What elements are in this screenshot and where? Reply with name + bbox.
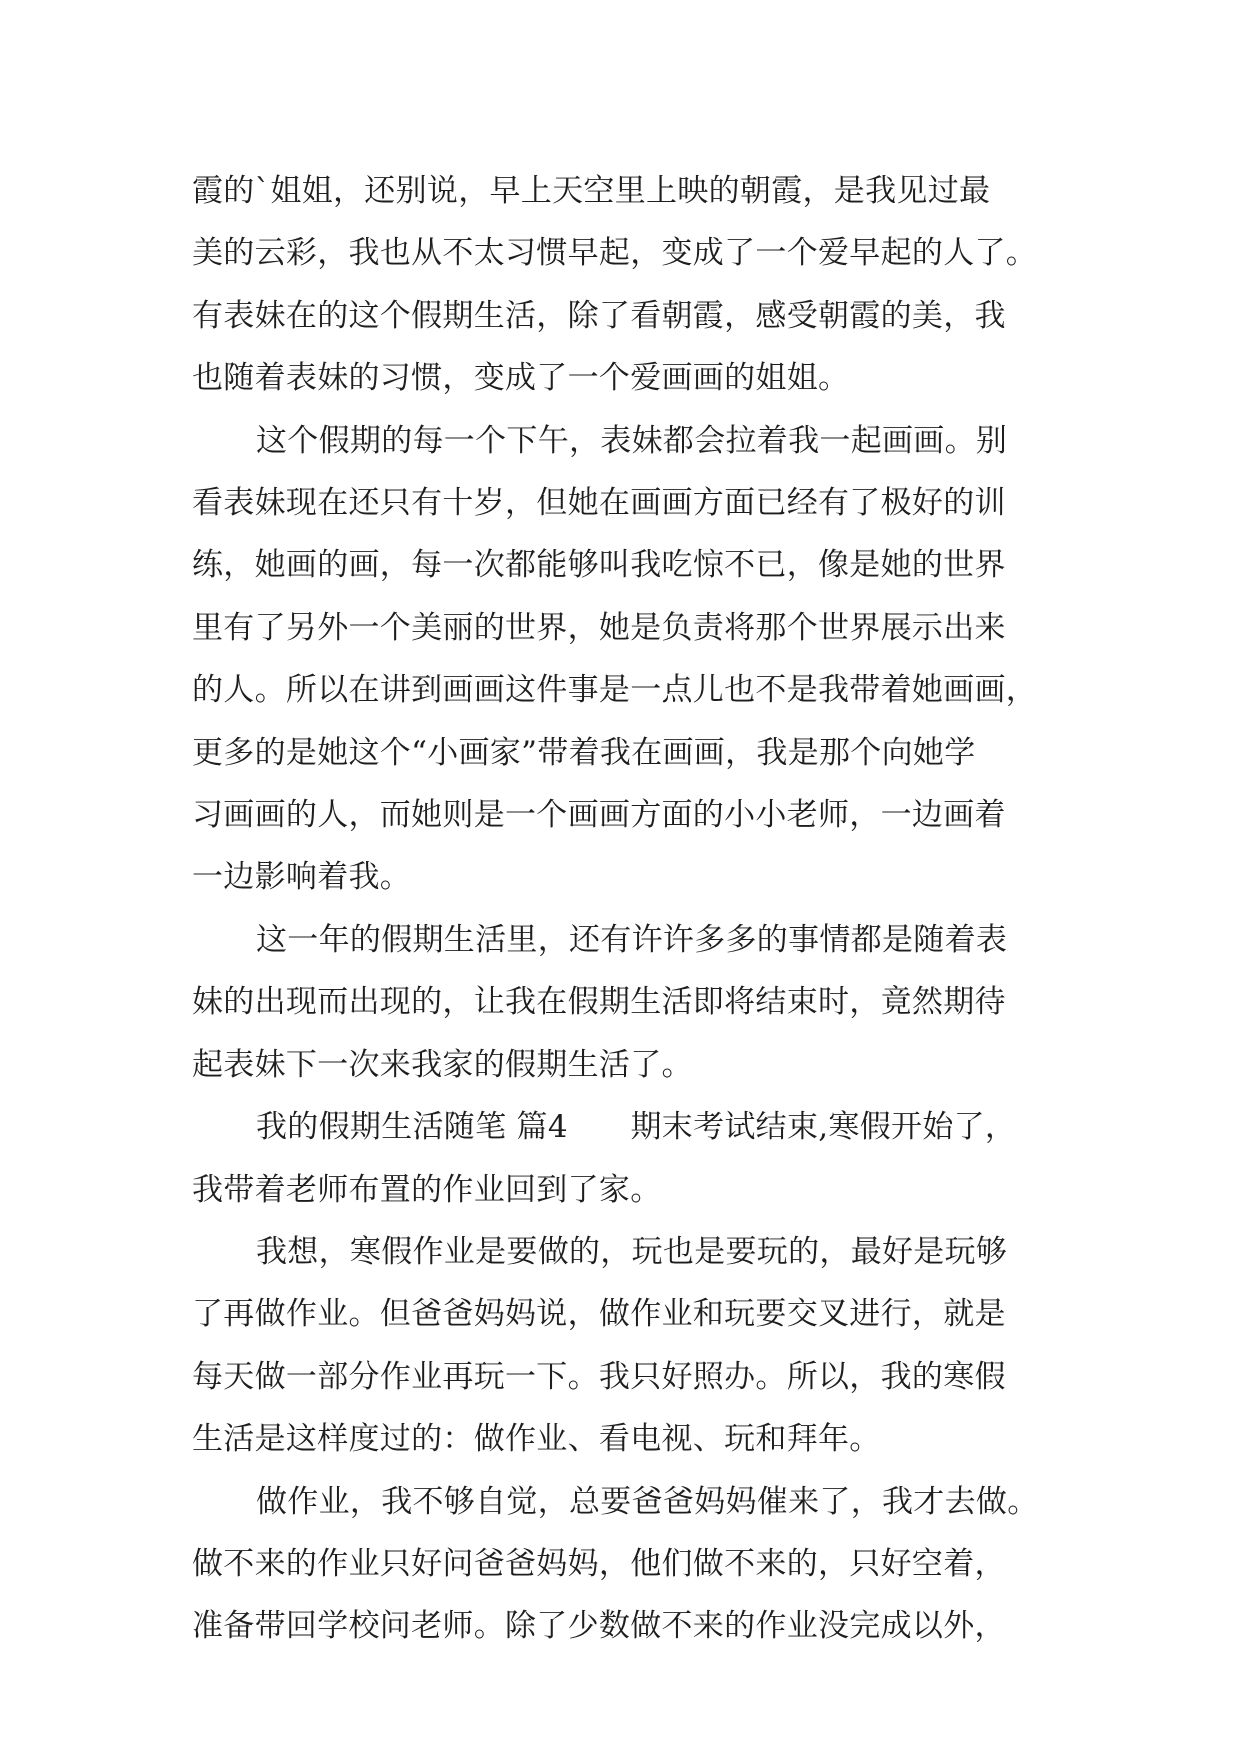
text-line: 准备带回学校问老师。除了少数做不来的作业没完成以外，: [192, 1608, 1006, 1645]
text-line: 每天做一部分作业再玩一下。我只好照办。所以，我的寒假: [192, 1358, 1006, 1395]
paragraph-1: [192, 160, 1050, 410]
text-line: 我带着老师布置的作业回到了家。: [192, 1171, 662, 1208]
text-line: 做不来的作业只好问爸爸妈妈，他们做不来的，只好空着，: [192, 1545, 1006, 1582]
text-line: 也随着表妹的习惯，变成了一个爱画画的姐姐。: [192, 360, 850, 397]
paragraph-6: [192, 1471, 1050, 1658]
paragraph-5: [192, 1221, 1050, 1471]
text-line: 生活是这样度过的：做作业、看电视、玩和拜年。: [192, 1421, 881, 1458]
text-line: 练，她画的画，每一次都能够叫我吃惊不已，像是她的世界: [192, 547, 1006, 584]
text-line: 我想，寒假作业是要做的，玩也是要玩的，最好是玩够: [256, 1233, 1008, 1270]
text-line: 了再做作业。但爸爸妈妈说，做作业和玩要交叉进行，就是: [192, 1296, 1006, 1333]
paragraph-3: [192, 909, 1050, 1096]
text-line: 我的假期生活随笔 篇4 期末考试结束,寒假开始了，: [256, 1109, 1017, 1146]
text-line: 更多的是她这个“小画家”带着我在画画，我是那个向她学: [192, 734, 976, 771]
text-line: 霞的`姐姐，还别说，早上天空里上映的朝霞，是我见过最: [192, 173, 991, 209]
paragraph-2: [192, 410, 1050, 909]
text-line: 看表妹现在还只有十岁，但她在画画方面已经有了极好的训: [192, 485, 1006, 522]
text-line: 里有了另外一个美丽的世界，她是负责将那个世界展示出来: [192, 609, 1006, 646]
text-line: 这一年的假期生活里，还有许许多多的事情都是随着表: [256, 921, 1008, 958]
document-body: [192, 160, 1050, 1658]
text-line: 做作业，我不够自觉，总要爸爸妈妈催来了，我才去做。: [256, 1483, 1039, 1520]
text-line: 美的云彩，我也从不太习惯早起，变成了一个爱早起的人了。: [192, 235, 1038, 272]
text-line: 的人。所以在讲到画画这件事是一点儿也不是我带着她画画，: [192, 672, 1038, 709]
text-line: 这个假期的每一个下午，表妹都会拉着我一起画画。别: [256, 422, 1008, 459]
text-line: 一边影响着我。: [192, 859, 412, 896]
text-line: 起表妹下一次来我家的假期生活了。: [192, 1046, 693, 1083]
text-line: 有表妹在的这个假期生活，除了看朝霞，感受朝霞的美，我: [192, 297, 1006, 334]
text-line: 妹的出现而出现的，让我在假期生活即将结束时，竟然期待: [192, 984, 1006, 1021]
paragraph-4: [192, 1096, 1050, 1221]
text-line: 习画画的人，而她则是一个画画方面的小小老师，一边画着: [192, 797, 1006, 834]
